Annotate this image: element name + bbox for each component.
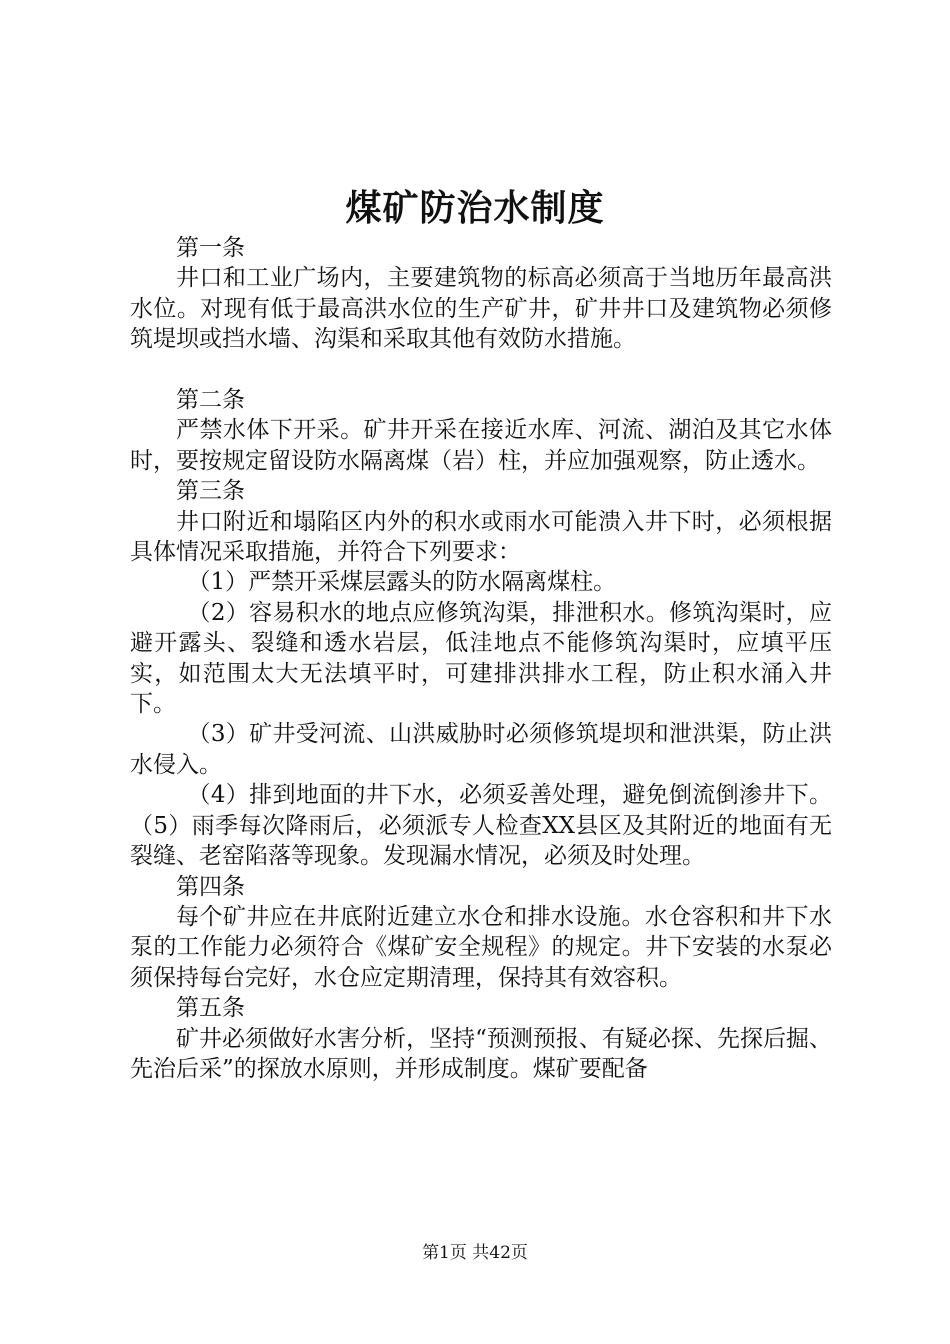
document-body	[130, 233, 832, 1084]
article-3-item-3: （3）矿井受河流、山洪威胁时必须修筑堤坝和泄洪渠，防止洪水侵入。	[130, 721, 832, 778]
article-3-item-4: （4）排到地面的井下水，必须妥善处理，避免倒流倒渗井下。（5）雨季每次降雨后，必须派专人检查XX县区及其附近的地面有无裂缝、老窑陷落等现象。发现漏水情况，必须及时处理。	[130, 782, 832, 870]
article-2-text: 严禁水体下开采。矿井开采在接近水库、河流、湖泊及其它水体时，要按规定留设防水隔离煤（岩）柱，并应加强观察，防止透水。	[130, 417, 832, 474]
document-title: 煤矿防治水制度	[345, 187, 605, 229]
article-3-heading: 第三条	[176, 478, 245, 505]
article-3-item-2: （2）容易积水的地点应修筑沟渠，排泄积水。修筑沟渠时，应避开露头、裂缝和透水岩层，低洼地点不能修筑沟渠时，应填平压实，如范围太大无法填平时，可建排洪排水工程，防止积水涌入井下。	[130, 599, 832, 718]
article-5-heading: 第五条	[176, 995, 245, 1022]
article-4-text: 每个矿井应在井底附近建立水仓和排水设施。水仓容积和井下水泵的工作能力必须符合《煤矿安全规程》的规定。井下安装的水泵必须保持每台完好，水仓应定期清理，保持其有效容积。	[130, 903, 832, 991]
article-3-item-1: （1）严禁开采煤层露头的防水隔离煤柱。	[187, 569, 617, 596]
article-2-heading: 第二条	[176, 387, 245, 414]
article-3-text: 井口附近和塌陷区内外的积水或雨水可能溃入井下时，必须根据具体情况采取措施，并符合下列要求：	[130, 508, 832, 566]
article-5-text: 矿井必须做好水害分析，坚持“预测预报、有疑必探、先探后掘、先治后采”的探放水原则，并形成制度。煤矿要配备	[130, 1025, 832, 1082]
article-1-heading: 第一条	[176, 235, 245, 261]
article-1-text: 井口和工业广场内，主要建筑物的标高必须高于当地历年最高洪水位。对现有低于最高洪水位的生产矿井，矿井井口及建筑物必须修筑堤坝或挡水墙、沟渠和采取其他有效防水措施。	[130, 265, 832, 353]
article-4-heading: 第四条	[176, 873, 245, 900]
page-footer: 第1页 共42页	[422, 1243, 528, 1263]
